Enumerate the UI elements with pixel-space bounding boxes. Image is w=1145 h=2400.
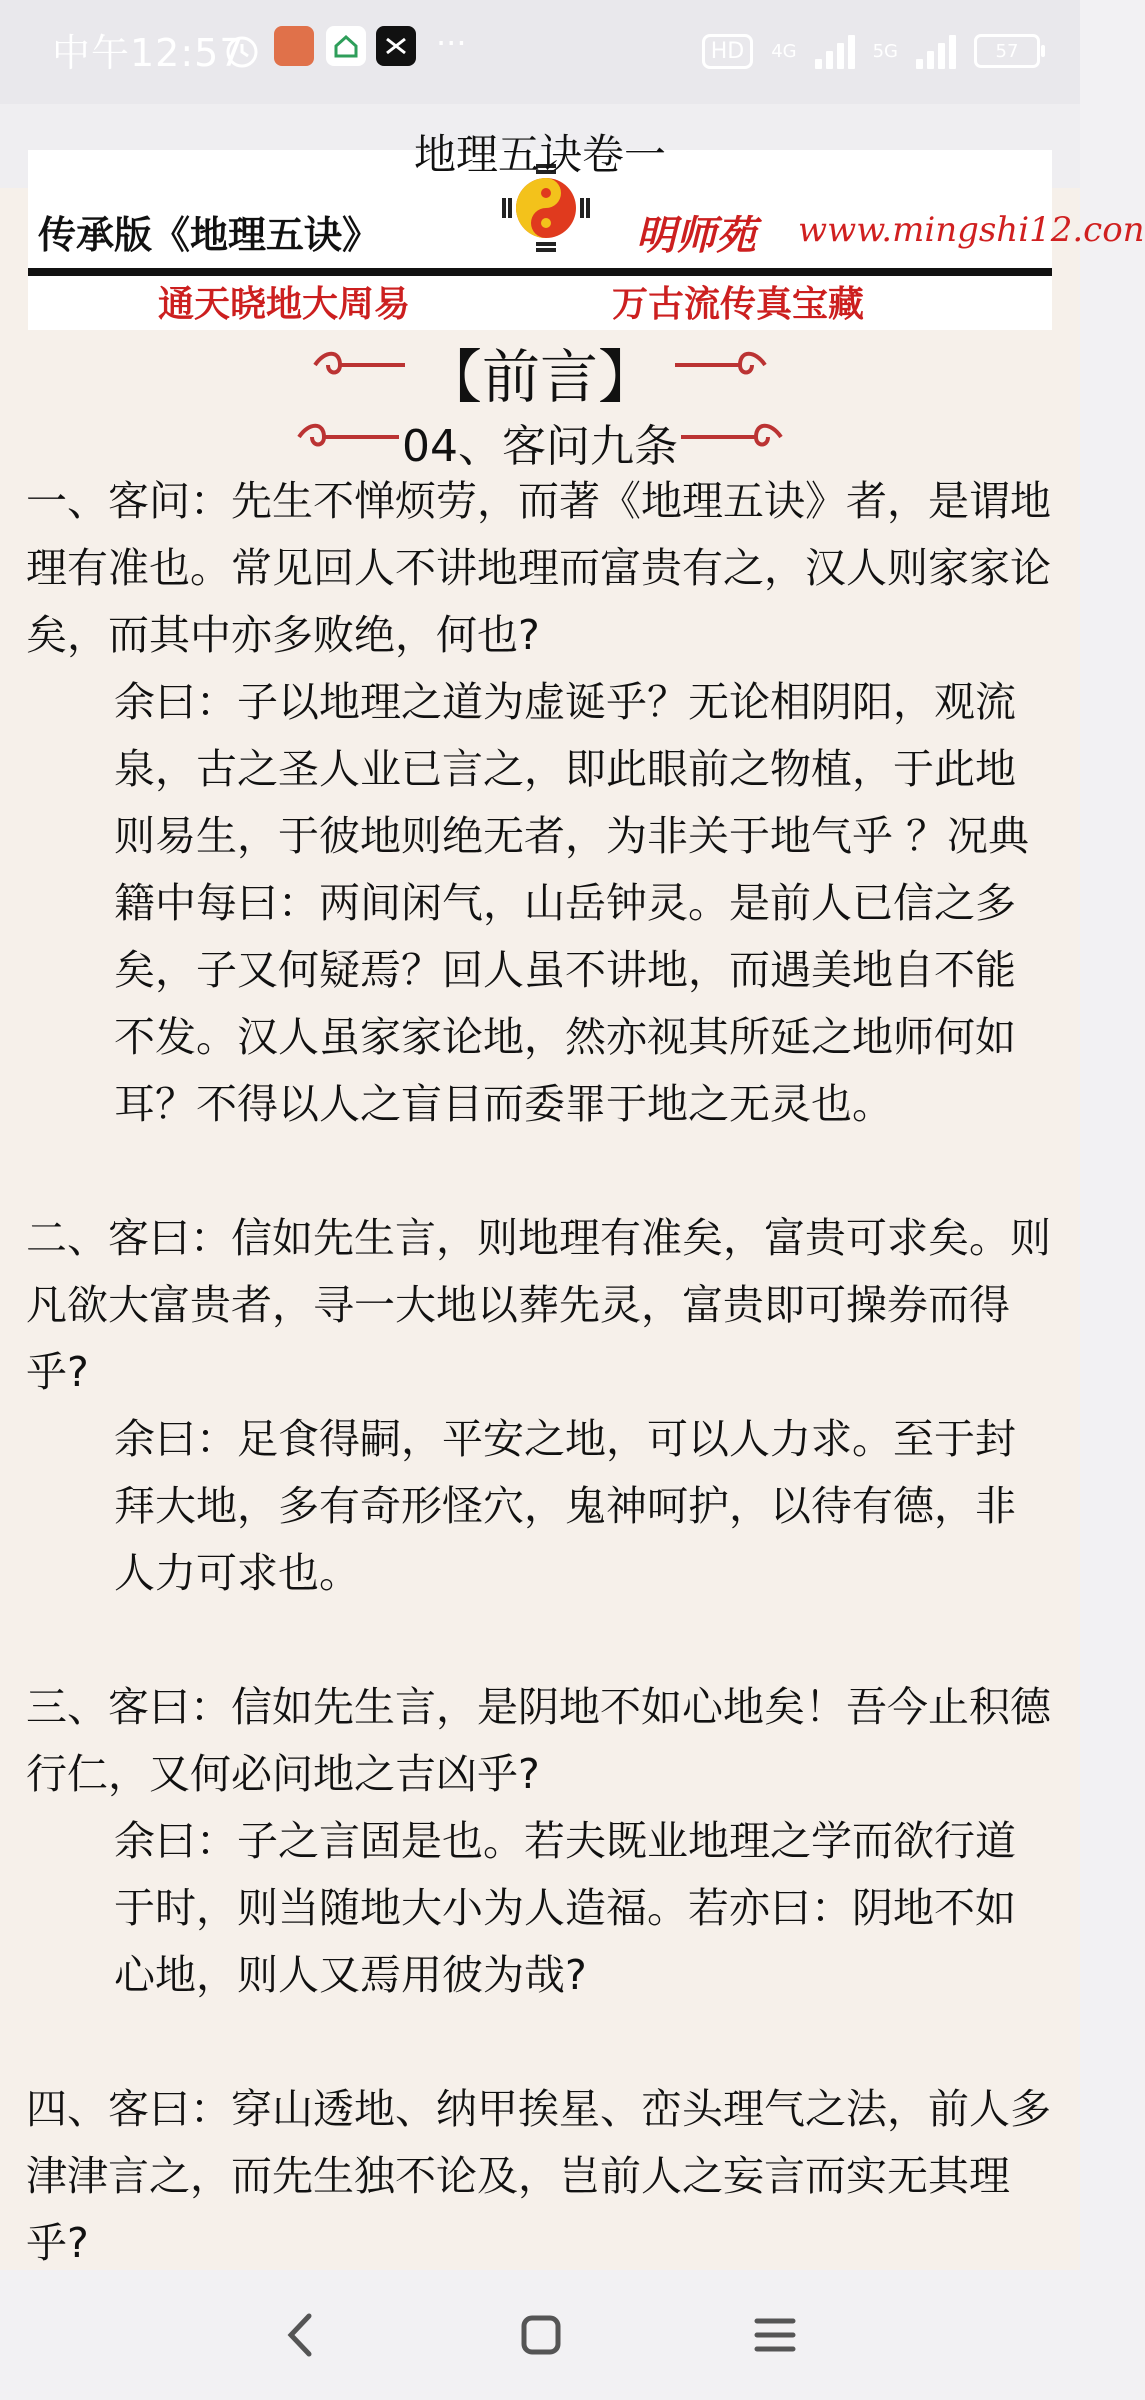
network-4g-label: 4G	[771, 40, 797, 62]
left-scroll-ornament	[310, 350, 410, 380]
status-bar	[0, 0, 1080, 104]
paragraph-3: 二、客曰：信如先生言，则地理有准矣，富贵可求矣。则凡欲大富贵者，寻一大地以葬先灵，富贵即可操券而得乎?	[26, 1214, 1051, 1396]
hd-badge: HD	[702, 34, 753, 69]
more-notifications-icon: ···	[436, 24, 467, 62]
section-subtitle-text: 04、客问九条	[402, 421, 678, 472]
alarm-icon	[222, 30, 262, 70]
article-body	[26, 468, 1056, 2277]
menu-icon	[753, 2315, 797, 2355]
paragraph-1: 一、客问：先生不惮烦劳，而著《地理五诀》者，是谓地理有准也。常见回人不讲地理而富贵有之，汉人则家家论矣，而其中亦多败绝，何也?	[26, 477, 1051, 659]
page-title: 地理五诀卷一	[413, 130, 666, 179]
network-5g-label: 5G	[872, 40, 898, 62]
back-button[interactable]	[266, 2300, 336, 2370]
menu-button[interactable]	[740, 2300, 810, 2370]
section-heading-text: 【前言】	[423, 343, 656, 411]
home-button[interactable]	[506, 2300, 576, 2370]
banner-title: 传承版《地理五诀》	[38, 212, 381, 257]
paragraph-5: 三、客曰：信如先生言，是阴地不如心地矣！吾今止积德行仁，又何必问地之吉凶乎?	[26, 1683, 1051, 1798]
capcut-icon	[376, 26, 416, 66]
status-time: 中午12:57	[52, 31, 245, 75]
home-icon	[519, 2313, 563, 2357]
paragraph-gap	[26, 1138, 1056, 1205]
right-scroll-ornament	[670, 350, 770, 380]
article-content[interactable]	[0, 188, 1145, 2270]
paragraph-gap	[26, 2009, 1056, 2076]
section-heading	[0, 330, 1080, 414]
navigation-bar	[0, 2270, 1080, 2400]
battery-icon	[974, 34, 1040, 68]
right-scroll-ornament-2	[676, 422, 786, 452]
banner-brand: 明师苑	[636, 212, 756, 259]
signal-strength-icon-2	[916, 33, 956, 69]
app-notification-icon	[274, 26, 314, 66]
banner-url[interactable]: www.mingshi12.con	[798, 210, 1145, 250]
banner-slogan-right: 万古流传真宝藏	[612, 283, 865, 325]
paragraph-7: 四、客曰：穿山透地、纳甲挨星、峦头理气之法，前人多津津言之，而先生独不论及，岂前人之妄言而实无其理乎?	[26, 2085, 1051, 2267]
paragraph-2: 余曰：子以地理之道为虚诞乎？无论相阴阳，观流泉，古之圣人业已言之，即此眼前之物植，于此地则易生，于彼地则绝无者，为非关于地气乎 ？况典籍中每曰：两间闲气，山岳钟灵。是前人已信之多矣，子又何疑焉？回人虽不讲地，而遇美地自不能不发。汉人虽家家论地，然亦视其所延之地师何如耳？不得以人之盲目而委罪于地之无灵也。	[114, 678, 1030, 1128]
paragraph-4: 余曰：足食得嗣，平安之地，可以人力求。至于封拜大地，多有奇形怪穴，鬼神呵护，以待有德，非人力可求也。	[114, 1415, 1016, 1597]
status-indicators	[702, 26, 1040, 76]
banner-slogan-left: 通天晓地大周易	[158, 283, 411, 325]
banner-divider	[28, 268, 1052, 276]
left-scroll-ornament-2	[294, 422, 404, 452]
back-icon	[281, 2310, 321, 2360]
battery-level: 57	[995, 40, 1019, 62]
home-app-icon	[326, 26, 366, 66]
paragraph-6: 余曰：子之言固是也。若夫既业地理之学而欲行道于时，则当随地大小为人造福。若亦曰：阴地不如心地，则人又焉用彼为哉?	[114, 1817, 1016, 1999]
signal-strength-icon	[815, 33, 855, 69]
paragraph-gap	[26, 1607, 1056, 1674]
section-subtitle	[0, 410, 1080, 474]
